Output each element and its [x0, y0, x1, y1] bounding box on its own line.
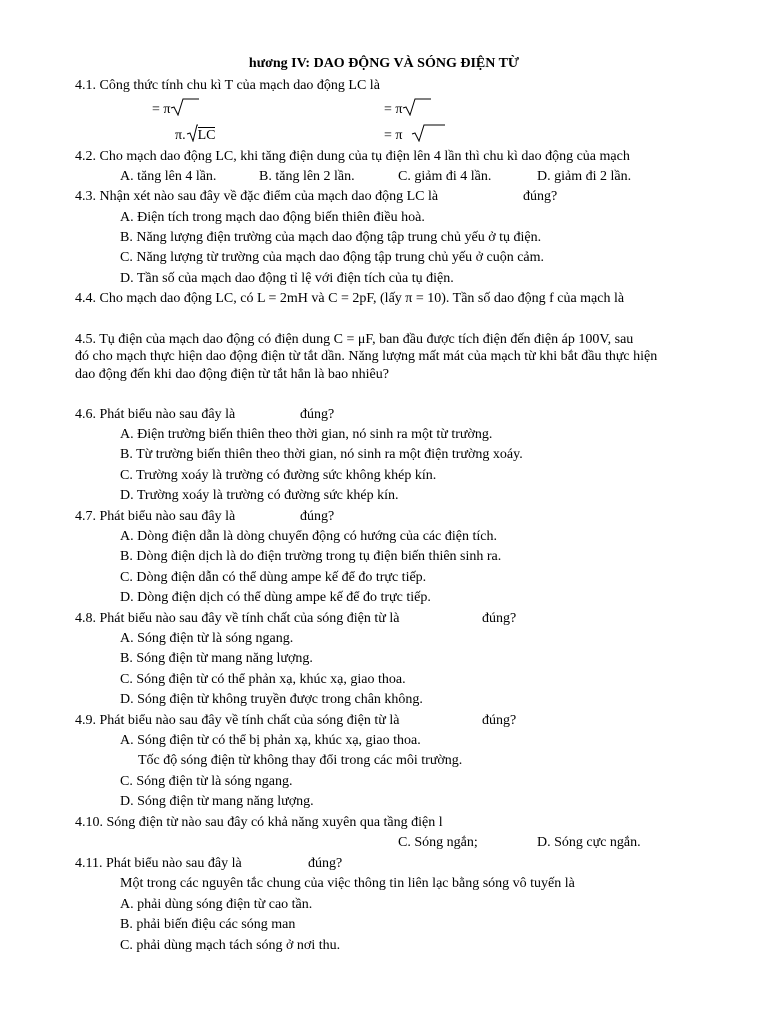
answer-4-9-d: D. Sóng điện từ mang năng lượng. — [120, 794, 314, 809]
answer-4-2-c: C. giảm đi 4 lần. — [398, 169, 492, 184]
question-4-9-stem: 4.9. Phát biểu nào sau đây về tính chất của sóng điện từ là — [75, 713, 400, 728]
question-4-7-stem: 4.7. Phát biểu nào sau đây là — [75, 509, 236, 524]
answer-4-9-c: C. Sóng điện từ là sóng ngang. — [120, 774, 293, 789]
question-4-8-stem-end: đúng? — [482, 611, 517, 626]
question-4-5-line-3: dao động đến khi dao động điện từ tắt hẳn là bao nhiêu? — [75, 367, 389, 382]
answer-4-2-d: D. giảm đi 2 lần. — [537, 169, 632, 184]
answer-4-8-d: D. Sóng điện từ không truyền được trong chân không. — [120, 692, 423, 707]
answer-4-9-a: A. Sóng điện từ có thể bị phản xạ, khúc xạ, giao thoa. — [120, 733, 421, 748]
radical-sign-icon — [402, 98, 432, 116]
question-4-2-stem: 4.2. Cho mạch dao động LC, khi tăng điện dung của tụ điện lên 4 lần thì chu kì dao động của mạch — [75, 149, 630, 164]
question-4-9-stem-end: đúng? — [482, 713, 517, 728]
answer-4-6-b: B. Từ trường biến thiên theo thời gian, nó sinh ra một điện trường xoáy. — [120, 447, 523, 462]
formula-option-a: = π — [152, 98, 200, 119]
question-4-11-stem-end: đúng? — [308, 856, 343, 871]
formula-option-d: = π — [384, 124, 446, 145]
answer-4-2-a: A. tăng lên 4 lần. — [120, 169, 217, 184]
radical-sign-icon — [170, 98, 200, 116]
answer-4-3-d: D. Tần số của mạch dao động tỉ lệ với điện tích của tụ điện. — [120, 271, 454, 286]
question-4-3-stem: 4.3. Nhận xét nào sau đây về đặc điểm của mạch dao động LC là — [75, 189, 439, 204]
answer-4-2-b: B. tăng lên 2 lần. — [259, 169, 355, 184]
answer-4-3-c: C. Năng lượng từ trường của mạch dao động tập trung chủ yếu ở cuộn cảm. — [120, 250, 545, 265]
answer-4-11-a: A. phải dùng sóng điện từ cao tần. — [120, 897, 313, 912]
question-4-1-stem: 4.1. Công thức tính chu kì T của mạch dao động LC là — [75, 78, 380, 93]
radical-sign-icon — [402, 124, 446, 142]
answer-4-11-b: B. phải biến điệu các sóng man — [120, 917, 296, 932]
answer-4-8-b: B. Sóng điện từ mang năng lượng. — [120, 651, 313, 666]
answer-4-7-a: A. Dòng điện dẫn là dòng chuyển động có hướng của các điện tích. — [120, 529, 497, 544]
answer-4-10-c: C. Sóng ngắn; — [398, 835, 478, 850]
radical-sign-icon — [186, 124, 198, 142]
answer-4-3-a: A. Điện tích trong mạch dao động biến thiên điều hoà. — [120, 210, 425, 225]
answer-4-8-c: C. Sóng điện từ có thể phản xạ, khúc xạ, giao thoa. — [120, 672, 406, 687]
answer-4-10-d: D. Sóng cực ngắn. — [537, 835, 641, 850]
answer-4-9-b: Tốc độ sóng điện từ không thay đổi trong các môi trường. — [138, 753, 463, 768]
question-4-11-stem: 4.11. Phát biểu nào sau đây là — [75, 856, 242, 871]
question-4-8-stem: 4.8. Phát biểu nào sau đây về tính chất của sóng điện từ là — [75, 611, 400, 626]
question-4-4-stem: 4.4. Cho mạch dao động LC, có L = 2mH và C = 2pF, (lấy π = 10). Tần số dao động f của mạch là — [75, 291, 625, 306]
answer-4-6-a: A. Điện trường biến thiên theo thời gian, nó sinh ra một từ trường. — [120, 427, 493, 442]
answer-4-7-b: B. Dòng điện dịch là do điện trường trong tụ điện biến thiên sinh ra. — [120, 549, 502, 564]
question-4-5-line-1: 4.5. Tụ điện của mạch dao động có điện dung C = μF, ban đầu được tích điện đến điện áp 100V, sau — [75, 332, 634, 347]
answer-4-8-a: A. Sóng điện từ là sóng ngang. — [120, 631, 294, 646]
answer-4-7-c: C. Dòng điện dẫn có thể dùng ampe kế để đo trực tiếp. — [120, 570, 427, 585]
answer-4-7-d: D. Dòng điện dịch có thể dùng ampe kế để đo trực tiếp. — [120, 590, 431, 605]
question-4-7-stem-end: đúng? — [300, 509, 335, 524]
answer-4-11-c: C. phải dùng mạch tách sóng ở nơi thu. — [120, 938, 341, 953]
question-4-6-stem: 4.6. Phát biểu nào sau đây là — [75, 407, 236, 422]
formula-option-b: = π — [384, 98, 432, 119]
formula-option-c: π. LC — [175, 124, 215, 145]
question-4-5-line-2: đó cho mạch thực hiện dao động điện từ tắt dần. Năng lượng mất mát của mạch từ khi bắt đầu thực hiện — [75, 349, 658, 364]
question-4-11-intro: Một trong các nguyên tắc chung của việc thông tin liên lạc bằng sóng vô tuyến là — [120, 876, 575, 891]
answer-4-6-c: C. Trường xoáy là trường có đường sức không khép kín. — [120, 468, 437, 483]
page-title: hương IV: DAO ĐỘNG VÀ SÓNG ĐIỆN TỪ — [248, 56, 520, 71]
question-4-10-stem: 4.10. Sóng điện từ nào sau đây có khả năng xuyên qua tầng điện l — [75, 815, 443, 830]
question-4-6-stem-end: đúng? — [300, 407, 335, 422]
question-4-3-stem-end: đúng? — [523, 189, 558, 204]
answer-4-6-d: D. Trường xoáy là trường có đường sức khép kín. — [120, 488, 399, 503]
answer-4-3-b: B. Năng lượng điện trường của mạch dao động tập trung chủ yếu ở tụ điện. — [120, 230, 542, 245]
